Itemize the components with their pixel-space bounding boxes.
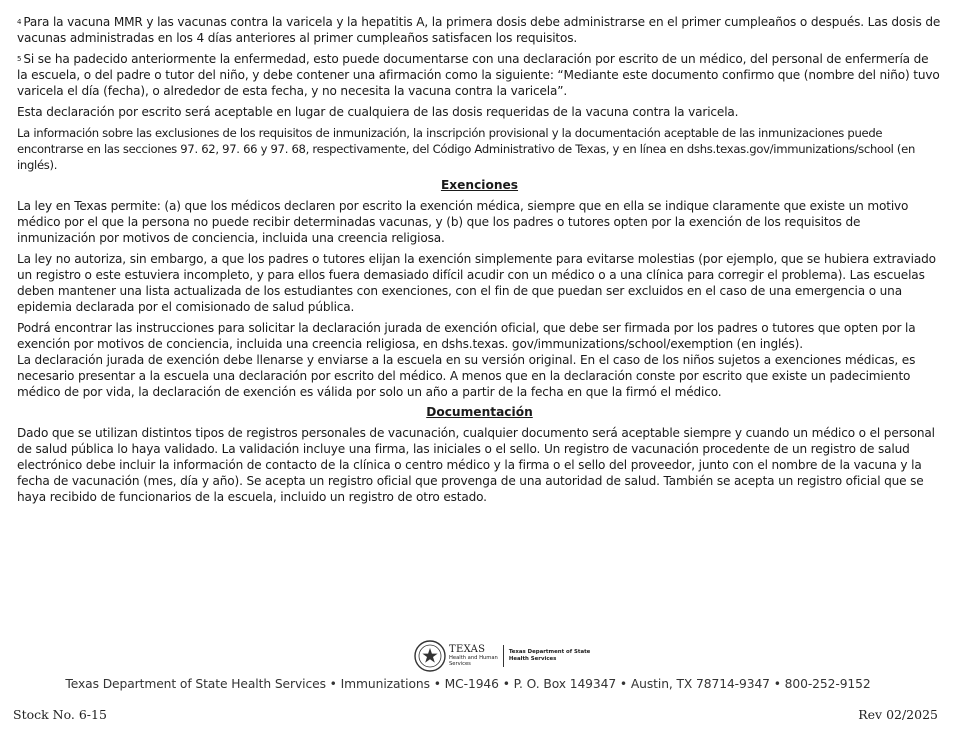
logo-texas-text: TEXAS [449, 644, 486, 655]
logo-hhs-line1: Health and Human [449, 655, 498, 661]
info-note: La información sobre las exclusiones de los requisitos de inmunización, la inscripción provisional y la documentación aceptable de las inmunizaciones puede encontrarse en las secciones 97. 62, 97. 66 y 97. 68, respectivamente, del Código Administrativo de Texas, y en línea en dshs.texas.gov/immunizations/school (en inglés). [17, 126, 916, 172]
footnote-marker: 5 [17, 55, 22, 63]
section-heading-exenciones: Exenciones [440, 178, 519, 192]
varicela-note: Esta declaración por escrito será aceptable en lugar de cualquiera de las dosis requeridas de la vacuna contra la varicela. [17, 105, 739, 119]
logo-divider [503, 645, 504, 667]
section-heading-documentacion: Documentación [426, 405, 533, 419]
document-body [17, 14, 942, 510]
footnote-4-text: Para la vacuna MMR y las vacunas contra la varicela y la hepatitis A, la primera dosis debe administrarse en el primer cumpleaños o después. Las dosis de vacunas administradas en los 4 días anteriores al primer cumpleaños satisfacen los requisitos. [17, 15, 941, 45]
hhs-wordmark [449, 645, 498, 667]
exenciones-paragraph-4: La declaración jurada de exención debe llenarse y enviarse a la escuela en su versión original. En el caso de los niños sujetos a exenciones médicas, es necesario presentar a la escuela una declaración por escrito del médico. A menos que en la declaración conste por escrito que existe un padecimiento médico de por vida, la declaración de exención es válida por solo un año a partir de la fecha en que la firmó el médico. [17, 353, 916, 399]
documentacion-paragraph-1: Dado que se utilizan distintos tipos de registros personales de vacunación, cualquier documento será aceptable siempre y cuando un médico o el personal de salud pública lo haya validado. La validación incluye una firma, las iniciales o el sello. Un registro de vacunación procedente de un registro de salud electrónico debe incluir la información de contacto de la clínica o centro médico y la firma o el sello del proveedor, junto con el nombre de la vacuna y la fecha de vacunación (mes, día y año). Se acepta un registro oficial que provenga de una autoridad de salud. También se acepta un registro oficial que se haya recibido de funcionarios de la escuela, incluido un registro de otro estado. [17, 426, 935, 504]
logo-hhs-line2: Services [449, 661, 471, 667]
footnote-5-text: Si se ha padecido anteriormente la enfermedad, esto puede documentarse con una declaración por escrito de un médico, del personal de enfermería de la escuela, o del padre o tutor del niño, y debe contener una afirmación como la siguiente: “Mediante este documento confirmo que (nombre del niño) tuvo varicela el día (fecha), o alrededor de esta fecha, y no necesita la vacuna contra la varicela”. [17, 52, 940, 98]
exenciones-paragraph-1: La ley en Texas permite: (a) que los médicos declaren por escrito la exención médica, siempre que en ella se indique claramente que existe un motivo médico por el que la persona no puede recibir determinadas vacunas, y (b) que los padres o tutores opten por la exención de los requisitos de inmunización por motivos de conciencia, incluida una creencia religiosa. [17, 199, 909, 245]
logo-dshs-line1: Texas Department of State [508, 649, 591, 655]
stock-number: Stock No. 6-15 [13, 707, 107, 722]
exenciones-paragraph-3: Podrá encontrar las instrucciones para solicitar la declaración jurada de exención oficial, que debe ser firmada por los padres o tutores que opten por la exención por motivos de conciencia, incluida una creencia religiosa, en dshs.texas. gov/immunizations/school/exemption (en inglés). [17, 321, 916, 351]
revision-date: Rev 02/2025 [858, 707, 938, 722]
dshs-wordmark [509, 649, 591, 663]
texas-seal-icon [414, 640, 446, 672]
footnote-marker: 4 [17, 18, 22, 26]
footer-address: Texas Department of State Health Services • Immunizations • MC-1946 • P. O. Box 149347 • Austin, TX 78714-9347 • 800-252-9152 [65, 677, 871, 691]
texas-hhs-logo [414, 640, 590, 672]
footnote-4 [17, 14, 942, 46]
footnote-5 [17, 51, 942, 99]
logo-dshs-line2: Health Services [508, 656, 557, 662]
exenciones-paragraph-2: La ley no autoriza, sin embargo, a que los padres o tutores elijan la exención simplemente para evitarse molestias (por ejemplo, que se hubiera extraviado un registro o este estuviera incompleto, y para ellos fuera demasiado difícil acudir con un médico o a una clínica para corregir el problema). Las escuelas deben mantener una lista actualizada de los estudiantes con exenciones, con el fin de que puedan ser excluidos en el caso de una emergencia o una epidemia declarada por el comisionado de salud pública. [17, 252, 936, 314]
